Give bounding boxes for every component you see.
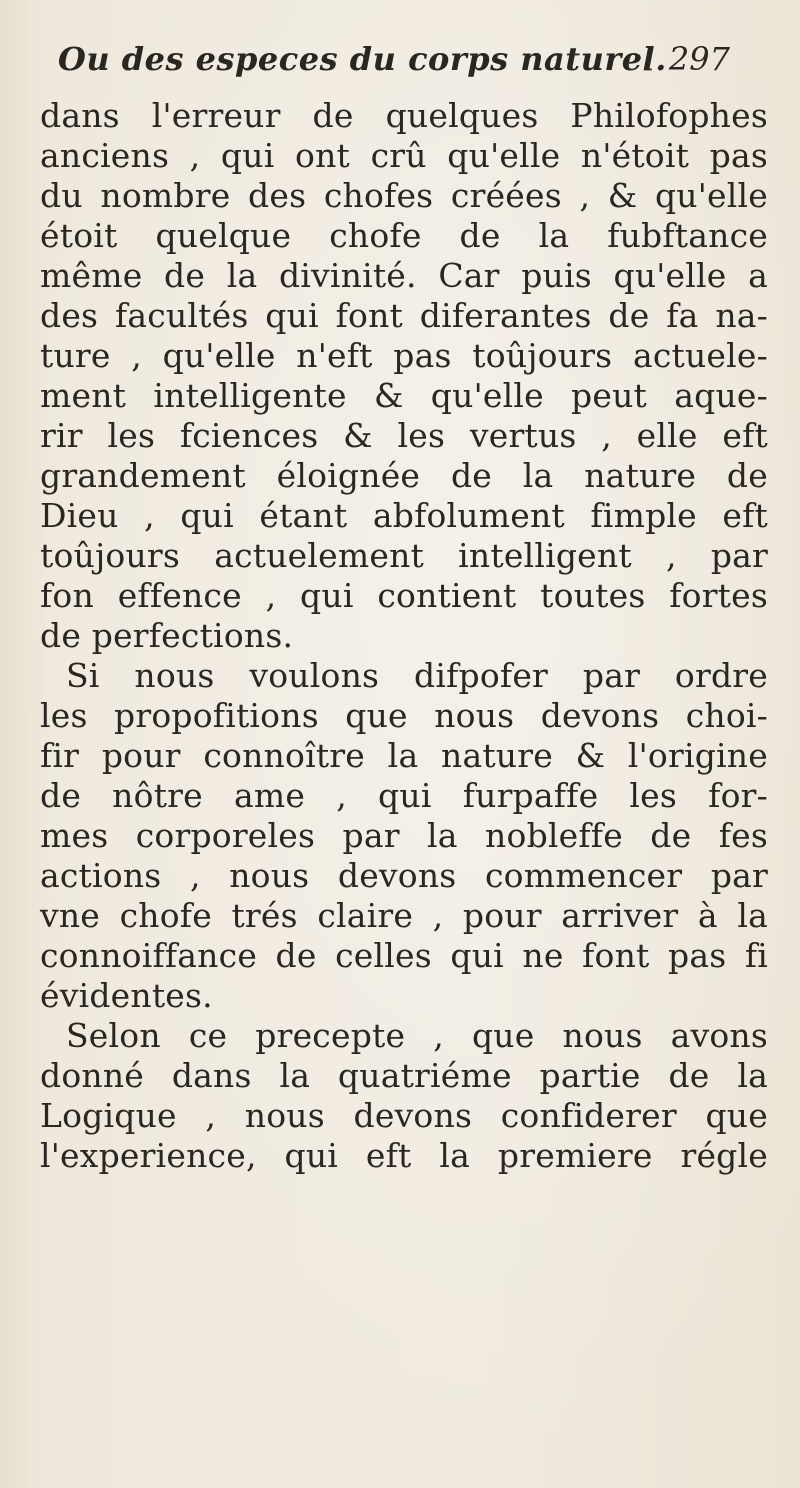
text-line: Dieu , qui étant abfolument fimple eft [40,496,768,535]
text-line: anciens , qui ont crû qu'elle n'étoit pas [40,136,768,175]
text-line: vne chofe trés claire , pour arriver à la [40,896,768,935]
text-line: dans l'erreur de quelques Philofophes [40,96,768,135]
text-line: toûjours actuelement intelligent , par [40,536,768,575]
paragraph-start-line: Selon ce precepte , que nous avons [66,1016,768,1055]
text-line: mes corporeles par la nobleffe de fes [40,816,768,855]
text-line: les propofitions que nous devons choi- [40,696,768,735]
text-line: actions , nous devons commencer par [40,856,768,895]
text-line: étoit quelque chofe de la fubftance [40,216,768,255]
text-line: Logique , nous devons confiderer que [40,1096,768,1135]
text-line: évidentes. [40,976,213,1015]
text-line: fon effence , qui contient toutes fortes [40,576,768,615]
text-line: grandement éloignée de la nature de [40,456,768,495]
text-line: rir les fciences & les vertus , elle eft [40,416,768,455]
text-line: fir pour connoître la nature & l'origine [40,736,768,775]
text-line: du nombre des chofes créées , & qu'elle [40,176,768,215]
text-line: des facultés qui font diferantes de fa na- [40,296,768,335]
text-line: même de la divinité. Car puis qu'elle a [40,256,768,295]
text-line: l'experience, qui eft la premiere régle [40,1136,768,1175]
running-title: Ou des especes du corps naturel. [58,40,667,78]
text-line: ture , qu'elle n'eft pas toûjours actuele- [40,336,768,375]
body-text [40,96,768,1176]
page-number: 297 [668,40,730,78]
page-header [58,40,730,84]
text-line: donné dans la quatriéme partie de la [40,1056,768,1095]
text-line: de perfections. [40,616,294,655]
text-line: ment intelligente & qu'elle peut aque- [40,376,768,415]
paragraph-start-line: Si nous voulons difpofer par ordre [66,656,768,695]
text-line: connoiffance de celles qui ne font pas fi [40,936,768,975]
text-line: de nôtre ame , qui furpaffe les for- [40,776,768,815]
